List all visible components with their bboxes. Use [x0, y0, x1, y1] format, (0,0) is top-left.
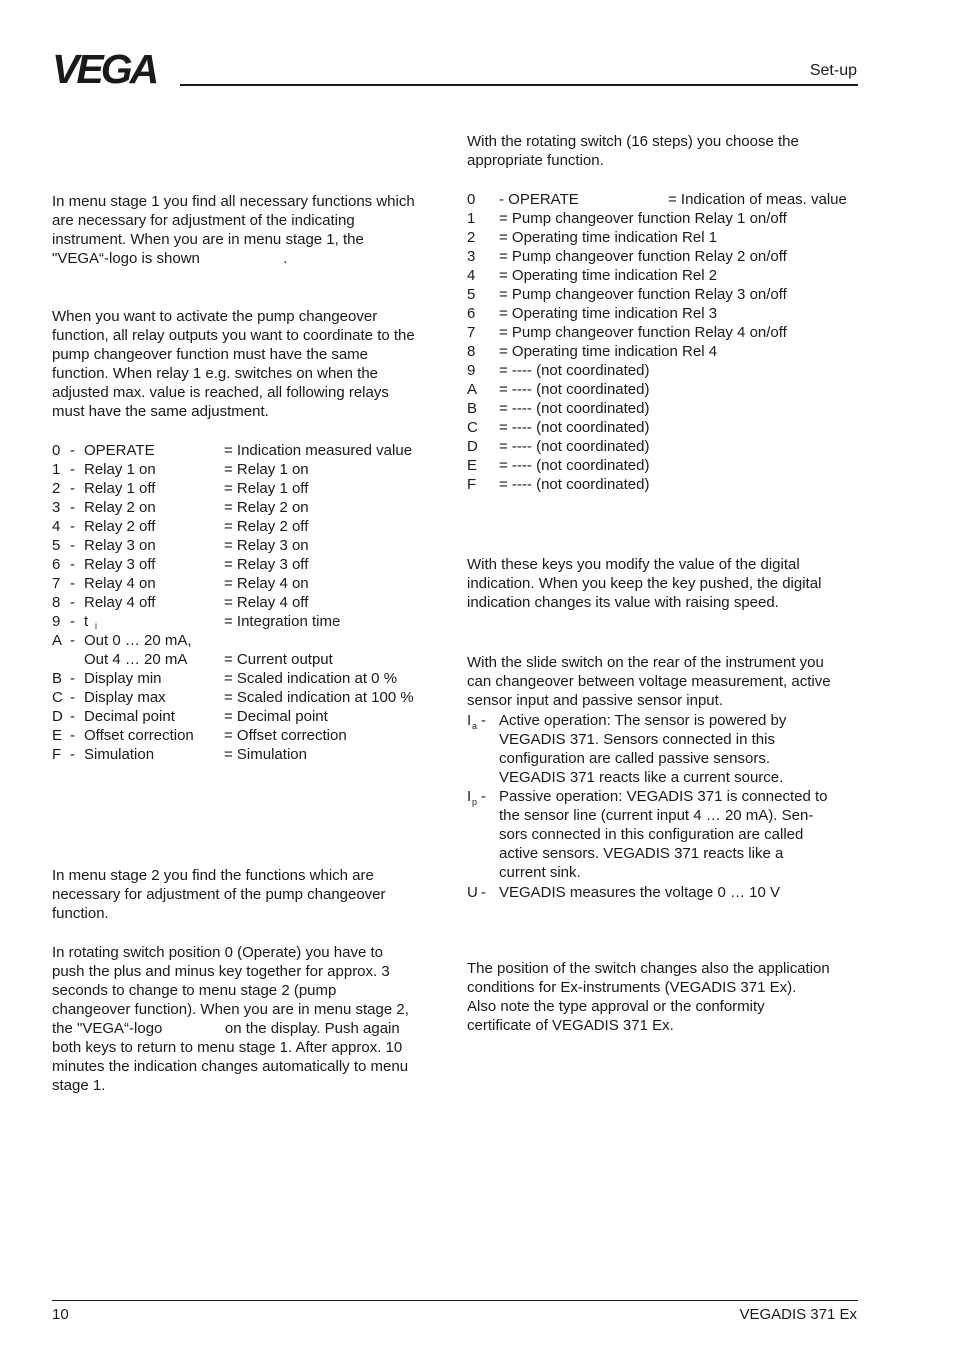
row-description: = ---- (not coordinated) [499, 457, 650, 474]
menu-stage1-intro: In menu stage 1 you find all necessary functions which are necessary for adjustment of the indicating instrument. When you are in menu stage 1, the "VEGA“-logo is shown . [52, 193, 415, 267]
mode-description: Active operation: The sensor is powered by VEGADIS 371. Sensors connected in this configuration are called passive sensors. VEGADIS 371 reacts like a current source. [499, 712, 787, 786]
row-description: = Operating time indication Rel 2 [499, 267, 718, 284]
row-description: = Integration time [224, 613, 341, 630]
row-key: A [52, 632, 63, 649]
pump-changeover-note: When you want to activate the pump changeover function, all relay outputs you want to coordinate to the pump changeover function must have the same function. When relay 1 e.g. switches on when the adjusted max. value is reached, all following relays must have the same adjustment. [52, 308, 415, 420]
function-row [52, 593, 442, 612]
row-description: = Current output [224, 651, 333, 668]
header-rule [180, 84, 858, 86]
row-key: D [467, 438, 478, 455]
ex-instruments-note: The position of the switch changes also the application conditions for Ex-instruments (VEGADIS 371 Ex). Also note the type approval or the conformity certificate of VEGADIS 371 Ex. [467, 960, 830, 1034]
row-key: A [467, 381, 478, 398]
page-number: 10 [52, 1306, 69, 1323]
row-key: 8 [467, 343, 476, 360]
row-dash: - [70, 746, 75, 763]
row-label: Relay 3 on [84, 537, 156, 554]
row-label: Relay 4 on [84, 575, 156, 592]
row-extra: = Indication of meas. value [668, 191, 847, 208]
row-key: 2 [467, 229, 476, 246]
row-description: = Pump changeover function Relay 3 on/off [499, 286, 787, 303]
row-key: 6 [52, 556, 61, 573]
mode-dash: - [481, 788, 486, 805]
switch-row [467, 361, 857, 380]
switch-row [467, 418, 857, 437]
row-label: Relay 1 on [84, 461, 156, 478]
function-row [52, 650, 442, 669]
mode-subscript: a [472, 721, 478, 731]
row-label: Display max [84, 689, 166, 706]
row-label: Out 4 … 20 mA [84, 651, 188, 668]
row-description: = ---- (not coordinated) [499, 438, 650, 455]
row-key: F [467, 476, 477, 493]
switch-row [467, 228, 857, 247]
row-label: Relay 2 off [84, 518, 156, 535]
row-key: F [52, 746, 62, 763]
menu-stage2-intro: In menu stage 2 you find the functions which are necessary for adjustment of the pump changeover function. [52, 867, 386, 922]
row-description: = Offset correction [224, 727, 347, 744]
function-row [52, 498, 442, 517]
row-key: D [52, 708, 63, 725]
function-row [52, 669, 442, 688]
row-key: C [52, 689, 63, 706]
menu-stage2-instructions: In rotating switch position 0 (Operate) you have to push the plus and minus key together for approx. 3 seconds to change to menu stage 2 (pump changeover function). When you are in menu stage 2, the "VEGA“-logo on the display. Push again both keys to return to menu stage 1. After approx. 10 minutes the indication changes automatically to menu stage 1. [52, 944, 409, 1094]
function-row [52, 517, 442, 536]
switch-row [467, 266, 857, 285]
row-dash: - [70, 461, 75, 478]
row-description: = Scaled indication at 0 % [224, 670, 398, 687]
row-description: = Relay 2 off [224, 518, 309, 535]
row-key: 5 [467, 286, 476, 303]
row-key: 4 [52, 518, 61, 535]
svg-text:VEGA: VEGA [52, 52, 157, 86]
row-description: = Relay 4 off [224, 594, 309, 611]
row-key: 6 [467, 305, 476, 322]
function-row [52, 460, 442, 479]
function-row [52, 631, 442, 650]
row-key: C [467, 419, 478, 436]
row-description: = Relay 4 on [224, 575, 309, 592]
row-key: 8 [52, 594, 61, 611]
mode-symbol: I [467, 712, 472, 729]
row-key: 9 [467, 362, 476, 379]
row-key: 5 [52, 537, 61, 554]
row-description: = Operating time indication Rel 4 [499, 343, 718, 360]
keys-description: With these keys you modify the value of the digital indication. When you keep the key pushed, the digital indication changes its value with raising speed. [467, 556, 822, 611]
switch-row [467, 323, 857, 342]
function-row [52, 536, 442, 555]
row-label: Offset correction [84, 727, 194, 744]
row-key: 0 [52, 442, 61, 459]
row-label: Display min [84, 670, 162, 687]
row-description: = Pump changeover function Relay 4 on/off [499, 324, 787, 341]
row-description: = ---- (not coordinated) [499, 381, 650, 398]
row-description: = ---- (not coordinated) [499, 362, 650, 379]
row-description: - OPERATE [499, 191, 579, 208]
row-description: = ---- (not coordinated) [499, 476, 650, 493]
mode-dash: - [481, 884, 486, 901]
row-label: Simulation [84, 746, 155, 763]
row-label: t [84, 613, 89, 630]
row-label: Relay 3 off [84, 556, 156, 573]
row-description: = Pump changeover function Relay 2 on/off [499, 248, 787, 265]
row-key: 9 [52, 613, 61, 630]
row-dash: - [70, 537, 75, 554]
row-dash: - [70, 442, 75, 459]
row-label: OPERATE [84, 442, 155, 459]
row-dash: - [70, 727, 75, 744]
function-row [52, 612, 442, 631]
function-row [52, 688, 442, 707]
row-label: Relay 4 off [84, 594, 156, 611]
row-description: = Relay 1 on [224, 461, 309, 478]
section-title: Set-up [809, 62, 857, 79]
mode-dash: - [481, 712, 486, 729]
row-description: = Relay 3 off [224, 556, 309, 573]
vega-logo [52, 52, 172, 86]
row-dash: - [70, 499, 75, 516]
row-label-subscript: i [95, 621, 97, 631]
switch-row [467, 247, 857, 266]
switch-row [467, 399, 857, 418]
row-key: E [467, 457, 478, 474]
switch-row [467, 209, 857, 228]
row-description: = Relay 1 off [224, 480, 309, 497]
row-dash: - [70, 594, 75, 611]
function-row [52, 707, 442, 726]
function-row [52, 574, 442, 593]
document-name: VEGADIS 371 Ex [739, 1306, 857, 1323]
row-key: B [52, 670, 63, 687]
switch-row [467, 456, 857, 475]
switch-row [467, 380, 857, 399]
row-key: 1 [467, 210, 476, 227]
row-description: = Operating time indication Rel 1 [499, 229, 718, 246]
rotating-switch-intro: With the rotating switch (16 steps) you choose the appropriate function. [467, 133, 799, 169]
row-label: Out 0 … 20 mA, [84, 632, 192, 649]
slide-switch-description: With the slide switch on the rear of the instrument you can changeover between voltage measurement, active sensor input and passive sensor input. [467, 654, 831, 709]
row-description: = Indication measured value [224, 442, 413, 459]
row-description: = ---- (not coordinated) [499, 419, 650, 436]
row-dash: - [70, 556, 75, 573]
row-key: E [52, 727, 63, 744]
row-dash: - [70, 518, 75, 535]
switch-row [467, 285, 857, 304]
function-row [52, 745, 442, 764]
row-key: 0 [467, 191, 476, 208]
row-key: 3 [467, 248, 476, 265]
switch-row [467, 475, 857, 494]
row-description: = Relay 2 on [224, 499, 309, 516]
row-key: 7 [467, 324, 476, 341]
row-key: 4 [467, 267, 476, 284]
function-row [52, 726, 442, 745]
row-dash: - [70, 575, 75, 592]
row-dash: - [70, 689, 75, 706]
row-dash: - [70, 670, 75, 687]
row-dash: - [70, 708, 75, 725]
row-key: B [467, 400, 478, 417]
footer-rule [52, 1300, 858, 1301]
function-row [52, 479, 442, 498]
function-row [52, 555, 442, 574]
row-dash: - [70, 632, 75, 649]
row-description: = Simulation [224, 746, 307, 763]
mode-subscript: p [472, 797, 478, 807]
row-key: 7 [52, 575, 61, 592]
mode-symbol: U [467, 884, 478, 901]
row-dash: - [70, 613, 75, 630]
row-description: = Decimal point [224, 708, 328, 725]
switch-row [467, 342, 857, 361]
switch-row [467, 304, 857, 323]
row-description: = Relay 3 on [224, 537, 309, 554]
row-label: Relay 2 on [84, 499, 156, 516]
row-label: Relay 1 off [84, 480, 156, 497]
mode-description: Passive operation: VEGADIS 371 is connected to the sensor line (current input 4 … 20 mA). Sen- sors connected in this configuration are called active sensors. VEGADIS 371 reacts like a current sink. [499, 788, 828, 881]
function-row [52, 441, 442, 460]
switch-row [467, 190, 857, 209]
row-dash: - [70, 480, 75, 497]
row-description: = Scaled indication at 100 % [224, 689, 414, 706]
row-key: 1 [52, 461, 61, 478]
row-description: = Operating time indication Rel 3 [499, 305, 718, 322]
switch-row [467, 437, 857, 456]
row-label: Decimal point [84, 708, 175, 725]
row-key: 3 [52, 499, 61, 516]
row-description: = ---- (not coordinated) [499, 400, 650, 417]
mode-description: VEGADIS measures the voltage 0 … 10 V [499, 884, 780, 901]
mode-symbol: I [467, 788, 472, 805]
row-description: = Pump changeover function Relay 1 on/off [499, 210, 787, 227]
row-key: 2 [52, 480, 61, 497]
